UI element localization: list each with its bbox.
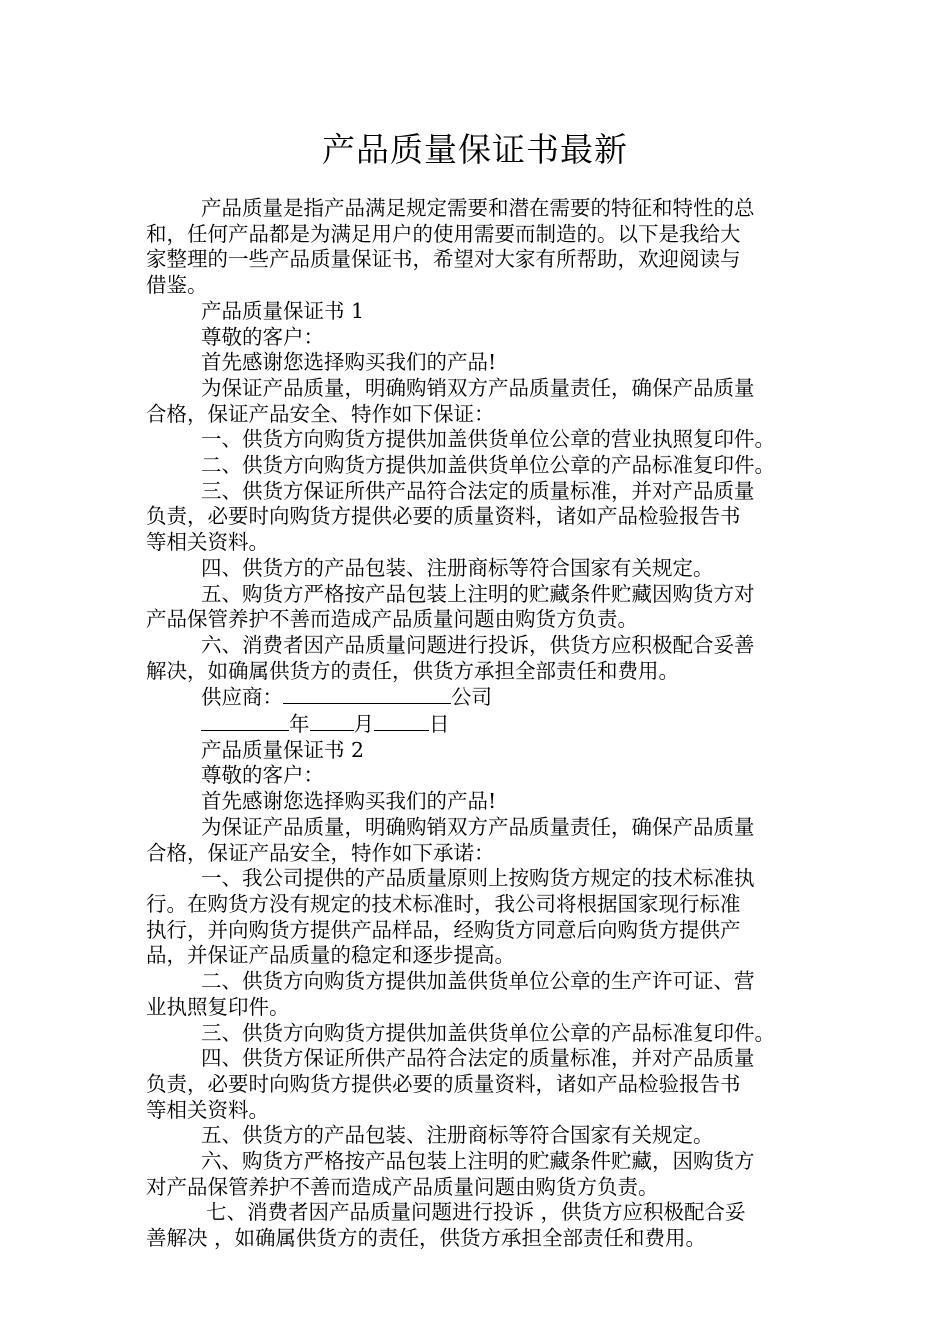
intro-line: 和，任何产品都是为满足用户的使用需要而制造的。以下是我给大 xyxy=(146,221,741,246)
letter1-item-3-line: 负责，必要时向购货方提供必要的质量资料，诸如产品检验报告书 xyxy=(146,504,741,529)
letter1-item-5-line: 产品保管养护不善而造成产品质量问题由购货方负责。 xyxy=(146,607,638,632)
letter1-purpose-line: 合格，保证产品安全、特作如下保证： xyxy=(146,401,495,426)
letter2-item-4-line: 负责，必要时向购货方提供必要的质量资料，诸如产品检验报告书 xyxy=(146,1071,741,1096)
day-blank xyxy=(374,711,429,731)
letter2-item-1-line: 行。在购货方没有规定的技术标准时，我公司将根据国家现行标准 xyxy=(146,891,741,916)
intro-line: 家整理的一些产品质量保证书，希望对大家有所帮助，欢迎阅读与 xyxy=(146,247,741,272)
letter1-item-5-line: 五、购货方严格按产品包装上注明的贮藏条件贮藏因购货方对 xyxy=(201,581,755,606)
letter2-item-7-line: 七、消费者因产品质量问题进行投诉 ，供货方应积极配合妥 xyxy=(206,1200,746,1225)
letter1-item-6-line: 六、消费者因产品质量问题进行投诉，供货方应积极配合妥善 xyxy=(201,632,755,657)
letter2-item-5: 五、供货方的产品包装、注册商标等符合国家有关规定。 xyxy=(201,1123,714,1148)
letter2-item-1-line: 品，并保证产品质量的稳定和逐步提高。 xyxy=(146,943,515,968)
date-line xyxy=(146,711,814,738)
letter1-salutation: 尊敬的客户： xyxy=(201,324,324,349)
supplier-suffix: 公司 xyxy=(451,685,492,710)
letter2-item-7-line: 善解决 ，如确属供货方的责任，供货方承担全部责任和费用。 xyxy=(146,1226,707,1251)
letter2-thanks: 首先感谢您选择购买我们的产品! xyxy=(201,789,497,814)
document-body xyxy=(146,196,814,1252)
letter1-purpose-line: 为保证产品质量，明确购销双方产品质量责任，确保产品质量 xyxy=(201,375,755,400)
document-title: 产品质量保证书最新 xyxy=(322,130,628,169)
letter2-item-2-line: 二、供货方向购货方提供加盖供货单位公章的生产许可证、营 xyxy=(201,969,755,994)
letter2-item-3: 三、供货方向购货方提供加盖供货单位公章的产品标准复印件。 xyxy=(201,1020,775,1045)
letter1-item-3-line: 三、供货方保证所供产品符合法定的质量标准，并对产品质量 xyxy=(201,478,755,503)
date-year: 年 xyxy=(289,712,310,737)
letter2-item-4-line: 四、供货方保证所供产品符合法定的质量标准，并对产品质量 xyxy=(201,1046,755,1071)
letter2-item-6-line: 六、购货方严格按产品包装上注明的贮藏条件贮藏，因购货方 xyxy=(201,1149,755,1174)
letter1-thanks: 首先感谢您选择购买我们的产品! xyxy=(201,350,497,375)
letter1-item-2: 二、供货方向购货方提供加盖供货单位公章的产品标准复印件。 xyxy=(201,453,775,478)
letter1-item-1: 一、供货方向购货方提供加盖供货单位公章的营业执照复印件。 xyxy=(201,427,775,452)
date-day: 日 xyxy=(429,712,450,737)
letter2-salutation: 尊敬的客户： xyxy=(201,763,324,788)
letter2-purpose-line: 为保证产品质量，明确购销双方产品质量责任，确保产品质量 xyxy=(201,814,755,839)
letter2-heading: 产品质量保证书 2 xyxy=(201,737,365,762)
letter2-item-1-line: 一、我公司提供的产品质量原则上按购货方规定的技术标准执 xyxy=(201,866,755,891)
letter2-item-1-line: 执行，并向购货方提供产品样品，经购货方同意后向购货方提供产 xyxy=(146,917,741,942)
letter1-heading: 产品质量保证书 1 xyxy=(201,298,365,323)
letter1-item-6-line: 解决，如确属供货方的责任，供货方承担全部责任和费用。 xyxy=(146,658,679,683)
letter1-item-3-line: 等相关资料。 xyxy=(146,530,269,555)
date-month: 月 xyxy=(353,712,374,737)
month-blank xyxy=(310,711,354,731)
intro-line: 产品质量是指产品满足规定需要和潜在需要的特征和特性的总 xyxy=(201,196,755,220)
supplier-label: 供应商： xyxy=(201,685,283,710)
supplier-line xyxy=(146,684,814,711)
letter2-item-4-line: 等相关资料。 xyxy=(146,1097,269,1122)
letter2-item-2-line: 业执照复印件。 xyxy=(146,994,290,1019)
letter1-item-4: 四、供货方的产品包装、注册商标等符合国家有关规定。 xyxy=(201,555,714,580)
year-blank xyxy=(201,711,289,731)
intro-line: 借鉴。 xyxy=(146,273,208,298)
letter2-item-6-line: 对产品保管养护不善而造成产品质量问题由购货方负责。 xyxy=(146,1174,659,1199)
letter2-purpose-line: 合格，保证产品安全，特作如下承诺： xyxy=(146,840,495,865)
supplier-name-blank xyxy=(283,684,451,704)
